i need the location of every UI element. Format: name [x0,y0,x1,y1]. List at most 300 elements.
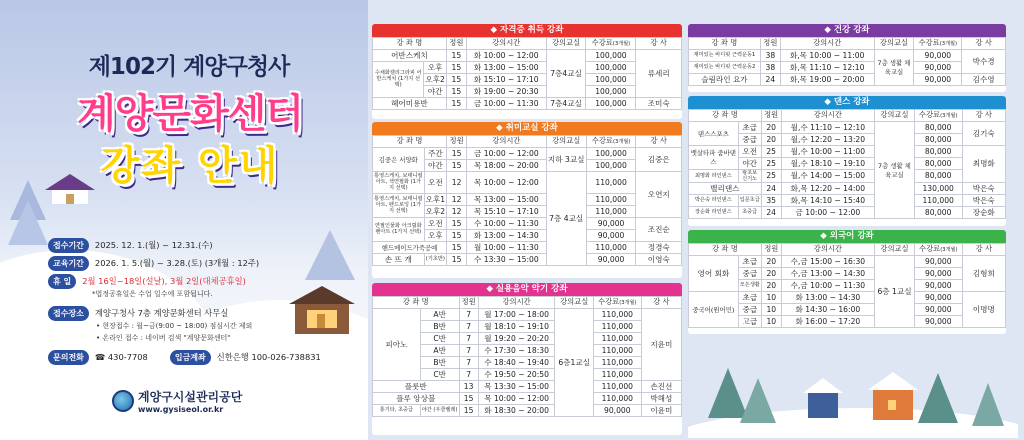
room: 지하 3교실 [546,147,586,171]
cap: 24 [761,182,781,194]
course-name: 피아노 [373,308,421,380]
cap: 15 [447,159,467,171]
phone-value: ☎ 430-7708 [94,352,148,362]
col-fee [593,297,641,309]
panel-lang [688,230,1006,334]
teacher: 이명명 [962,291,1005,327]
course-name: 플루 앙상블 [373,392,460,404]
fee: 80,000 [914,133,962,145]
fee: 90,000 [914,61,962,73]
cap: 20 [761,255,781,267]
time: 화 16:00 ~ 17:20 [781,315,874,327]
col-fee [914,244,962,256]
fee: 90,000 [914,291,962,303]
teacher: 류세리 [636,49,682,97]
fee: 80,000 [914,169,962,182]
title-line3: 강좌 안내 [100,143,280,189]
panel-dance [688,96,1006,226]
teacher: 오연지 [636,171,682,217]
table-row [373,217,682,229]
time: 수 17:30 ~ 18:30 [478,344,555,356]
panel-cert-title: ◆ 자격증 취득 강좌 [372,24,682,37]
panel-lang-title: ◆ 외국어 강좌 [688,230,1006,243]
time: 월,수 18:10 ~ 19:10 [781,157,874,169]
course-name: 통영스케치, 보태니컬 아트, 색연필화 (1가지 선택) [374,173,423,192]
teacher: 이영숙 [636,253,682,265]
session: 왕초보 신기노 [738,169,761,182]
reception-label: 접수기간 [48,238,89,253]
table-row [689,61,1006,73]
time: 화 15:10 ~ 17:10 [466,73,546,85]
cap: 20 [761,121,781,133]
time: 수,금 15:00 ~ 16:30 [781,255,874,267]
table-row [689,145,1006,157]
table-row [689,194,1006,206]
time: 화 14:30 ~ 16:00 [781,303,874,315]
session: 초급 [738,291,761,303]
session: 입문초급 [738,194,761,206]
fee: 110,000 [593,356,641,368]
course-name: 중국어(원어민) [689,291,739,327]
table-row [373,404,682,416]
fee-unit: (3개월) [939,41,958,48]
cap: 15 [447,217,467,229]
panel-music-title: ◆ 실용음악 악기 강좌 [372,283,682,296]
time: 월 18:10 ~ 19:10 [478,320,555,332]
time: 화 13:00 ~ 14:30 [781,291,874,303]
course-name: 연필인물화 아크릴화 펜아트 (1가지 선택) [373,217,425,241]
fee: 110,000 [593,308,641,320]
col-teacher: 강 사 [962,244,1005,256]
room: 7층4교실 [546,49,586,97]
cap: 10 [761,303,781,315]
course-name: 영어 회화 [689,255,739,291]
col-teacher: 강 사 [636,38,682,50]
table-row [373,392,682,404]
reception-period [48,238,213,253]
cap: 20 [761,133,781,145]
table-header [373,136,682,148]
fee: 90,000 [914,267,962,279]
title-line2: 계양문화센터 [77,91,303,137]
table-header [373,297,682,309]
poster-left [0,0,368,440]
col-room: 강의교실 [875,244,915,256]
fee: 110,000 [593,320,641,332]
fee-label: 수강료 [598,297,620,307]
fee: 100,000 [586,147,636,159]
room: 7층4교실 [546,97,586,109]
time: 수 18:40 ~ 19:40 [478,356,555,368]
course-name: 슬림라인 요가 [689,73,761,85]
teacher: 박은숙 [962,194,1005,206]
time: 수 19:50 ~ 20:50 [478,368,555,380]
panel-health-title: ◆ 건강 강좌 [688,24,1006,37]
education-value: 2026. 1. 5.(월) ~ 3.28.(토) (3개월 : 12주) [94,258,260,268]
fee: 80,000 [914,157,962,169]
session: 주간 [424,147,447,159]
col-teacher: 강 사 [962,38,1006,50]
table-header [689,38,1006,50]
time: 월 19:20 ~ 20:20 [478,332,555,344]
col-room: 강의교실 [546,38,586,50]
session: 야간 [424,159,447,171]
course-name: 뱃살타파 줌바댄스 [689,145,739,169]
session: 오전 [424,171,447,193]
session: 중급 [738,267,761,279]
cap: 10 [761,315,781,327]
cap: 25 [761,169,781,182]
winter-village-illustration [688,338,1018,438]
course-name: 재미있는 바디핏 근력운동2 [689,61,761,73]
teacher: 이윤미 [641,404,681,416]
cap: 15 [446,61,466,73]
teacher: 지윤미 [641,308,681,380]
fee-unit: (3개월) [940,247,958,254]
col-time: 강의시간 [780,38,874,50]
session: 오전 [738,145,761,157]
cap: 15 [446,73,466,85]
teacher: 손진선 [641,380,681,392]
fee: 110,000 [593,392,641,404]
session: B반 [420,356,459,368]
session: C반 [420,368,459,380]
col-course: 강 좌 명 [689,38,761,50]
time: 화 19:00 ~ 20:30 [466,85,546,97]
phone-label: 문의전화 [48,350,89,365]
cap: 15 [446,97,466,109]
course-name: 수채화캘리그라피 어반스케치 (1가지 선택) [373,61,424,97]
teacher: 최명화 [962,145,1005,182]
cap: 20 [761,267,781,279]
time: 목 15:10 ~ 17:10 [467,205,547,217]
time: 목 10:00 ~ 12:00 [478,392,555,404]
session: A반 [420,344,459,356]
session: 오전 [424,217,447,229]
time: 월 10:00 ~ 11:30 [467,241,547,253]
account-value: 신한은행 100-026-738831 [216,352,321,362]
session: 오후 [424,229,447,241]
time: 수 13:30 ~ 15:00 [467,253,547,265]
session: C반 [420,332,459,344]
holiday-note: *법정공휴일은 수업 일수에 포함됩니다. [92,290,213,298]
col-time: 강의시간 [467,136,547,148]
cap: 38 [760,49,780,61]
table-row [373,171,682,193]
fee-unit: (3개월) [612,139,631,146]
fee: 80,000 [914,121,962,133]
panel-health [688,24,1006,92]
fee: 100,000 [586,61,636,73]
cap: 15 [459,404,478,416]
time: 화 18:30 ~ 20:00 [478,404,555,416]
col-room: 강의교실 [875,110,915,122]
course-name: 댄스스포츠 [689,121,739,145]
col-fee [586,38,636,50]
teacher: 박해성 [641,392,681,404]
time: 월 17:00 ~ 18:00 [478,308,555,320]
fee: 110,000 [914,194,962,206]
session: 고급 [738,315,761,327]
table-hobby [372,135,682,266]
cap: 15 [447,229,467,241]
logo-name: 계양구시설관리공단 [138,390,243,404]
session: 초중급 [738,206,761,218]
session: 중급 [738,303,761,315]
col-cap: 정원 [459,297,478,309]
fee: 90,000 [593,404,641,416]
cabin-icon [287,284,357,336]
col-cap: 정원 [761,244,781,256]
col-fee [586,136,636,148]
table-header [373,38,682,50]
col-course: 강 좌 명 [373,136,447,148]
fee: 90,000 [914,73,962,85]
course-name: 박은숙 라인댄스 [689,194,739,206]
cap: 38 [760,61,780,73]
table-row [689,291,1006,303]
course-name: 최명화 라인댄스 [689,169,739,182]
cap: 15 [459,392,478,404]
place-label: 접수장소 [48,306,89,321]
col-time: 강의시간 [478,297,555,309]
teacher: 박은숙 [962,182,1005,194]
fee: 80,000 [914,145,962,157]
time: 화,목 11:10 ~ 12:10 [780,61,874,73]
col-teacher: 강 사 [641,297,681,309]
session: 오후2 [425,206,446,216]
table-header [689,110,1006,122]
col-course: 강 좌 명 [689,110,762,122]
table-row [689,169,1006,182]
session: 야간 [738,157,761,169]
session: 오후 [424,61,447,73]
fee: 110,000 [593,332,641,344]
fee: 80,000 [914,206,962,218]
col-room: 강의교실 [555,297,594,309]
cap: 7 [459,368,478,380]
col-cap: 정원 [760,38,780,50]
time: 금 10:00 ~ 12:00 [467,147,547,159]
cap: 25 [761,157,781,169]
table-row [689,182,1006,194]
cap: 12 [447,171,467,193]
col-teacher: 강 사 [962,110,1005,122]
education-label: 교육기간 [48,256,89,271]
cap: 12 [447,193,467,205]
col-time: 강의시간 [781,110,874,122]
fee: 130,000 [914,182,962,194]
table-cert [372,37,682,110]
time: 화 10:00 ~ 12:00 [466,49,546,61]
col-course: 강 좌 명 [373,297,460,309]
teacher: 김기숙 [962,121,1005,145]
col-cap: 정원 [446,38,466,50]
col-fee [914,110,962,122]
session: (기초반) [424,253,447,265]
col-course: 강 좌 명 [689,244,762,256]
table-music [372,296,682,417]
course-name: 헤어미용반 [373,97,447,109]
cap: 7 [459,308,478,320]
session: 오후1 [425,194,446,204]
col-room: 강의교실 [874,38,914,50]
time: 금 10:00 ~ 11:30 [466,97,546,109]
table-row [689,49,1006,61]
fee-label: 수강료 [918,110,941,120]
panel-dance-title: ◆ 댄스 강좌 [688,96,1006,109]
fee: 110,000 [593,380,641,392]
cap: 35 [761,194,781,206]
panel-music [372,283,682,435]
room: 6층 1교실 [875,255,915,327]
room: 6층1교실 [555,308,594,416]
room: 7층 생활 체육교실 [874,49,914,85]
time: 목 13:00 ~ 15:00 [467,193,547,205]
col-room: 강의교실 [546,136,586,148]
fee-label: 수강료 [918,38,940,48]
table-health [688,37,1006,86]
cap: 7 [459,356,478,368]
session: 오후2 [425,74,445,84]
fee: 100,000 [586,159,636,171]
session: 모든생활 [738,279,761,291]
time: 화,목 12:20 ~ 14:00 [781,182,874,194]
col-cap: 정원 [761,110,781,122]
time: 화,목 14:10 ~ 15:40 [781,194,874,206]
session: 초급 [738,121,761,133]
teacher: 김형희 [962,255,1005,291]
cap: 13 [459,380,478,392]
logo-mark-icon [112,390,134,412]
cap: 12 [447,205,467,217]
table-row [373,241,682,253]
col-time: 강의시간 [466,38,546,50]
fee: 90,000 [914,315,962,327]
col-fee [914,38,962,50]
teacher: 장순화 [962,206,1005,218]
table-dance [688,109,1006,219]
course-name: 재미있는 바디핏 근력운동1 [689,49,761,61]
course-name: 통영스케치, 보태니컬 아트, 펜드로잉 (1가지 선택) [373,193,425,217]
time: 월,수 11:10 ~ 12:10 [781,121,874,133]
time: 금 10:00 ~ 12:00 [781,206,874,218]
fee: 90,000 [586,253,636,265]
table-row [373,49,682,61]
time: 목 18:00 ~ 20:00 [467,159,547,171]
fee: 110,000 [586,241,636,253]
time: 월,수 14:00 ~ 15:00 [781,169,874,182]
time: 화 13:00 ~ 15:00 [466,61,546,73]
fee-unit: (3개월) [619,300,637,307]
cap: 7 [459,332,478,344]
table-row [373,61,682,73]
fee: 110,000 [586,193,636,205]
cap: 10 [761,291,781,303]
fee-label: 수강료 [919,244,941,254]
course-name: 손 뜨 개 [373,253,425,265]
cap: 15 [447,253,467,265]
panel-cert [372,24,682,119]
time: 목 13:30 ~ 15:00 [478,380,555,392]
fee: 90,000 [914,303,962,315]
cap: 15 [446,49,466,61]
holiday [48,274,246,289]
place-value: 계양구청사 7층 계양문화센터 사무실 [94,308,229,318]
col-teacher: 강 사 [636,136,682,148]
cap: 25 [761,145,781,157]
logo-url: www.gysiseol.or.kr [138,405,224,414]
holiday-label: 휴 일 [48,274,76,289]
teacher: 조미숙 [636,97,682,109]
table-row [373,97,682,109]
place-sub1: • 현장접수 : 월~금(9:00 ~ 18:00) 점심시간 제외 [96,322,253,330]
course-name: 장순화 라인댄스 [689,206,739,218]
course-name: 어반스케치 [373,49,447,61]
fee: 90,000 [914,279,962,291]
fee: 110,000 [586,205,636,217]
place-sub2: • 온라인 접수 : 네이버 검색 "계양문화센터" [96,334,231,342]
cap: 20 [761,279,781,291]
cap: 24 [761,206,781,218]
table-row [373,380,682,392]
col-cap: 정원 [447,136,467,148]
table-row [689,121,1006,133]
table-row [689,206,1006,218]
course-name: 김중은 서양화 [373,147,425,171]
pine-tree-icon [300,230,360,290]
fee: 100,000 [586,49,636,61]
time: 수,금 10:00 ~ 11:30 [781,279,874,291]
title-line1: 제102기 계양구청사 [88,54,290,80]
logo [112,384,242,418]
cap: 15 [447,147,467,159]
fee-unit: (3개월) [940,113,958,120]
table-row [373,253,682,265]
course-name: 핸드메이드가죽공예 [373,241,447,253]
time: 월,수 10:00 ~ 11:00 [781,145,874,157]
fee: 110,000 [586,171,636,193]
cap: 15 [446,85,466,97]
teacher: 김중은 [636,147,682,171]
teacher: 조진순 [636,217,682,241]
time: 화,목 10:00 ~ 11:00 [780,49,874,61]
session: 중급 [738,133,761,145]
session: 야간 (우쿨렐레) [420,404,459,416]
session: B반 [420,320,459,332]
time: 화,목 19:00 ~ 20:00 [780,73,874,85]
cap: 15 [447,241,467,253]
time: 월,수 12:20 ~ 13:20 [781,133,874,145]
cap: 7 [459,320,478,332]
time: 수,금 13:00 ~ 14:30 [781,267,874,279]
education-period [48,256,259,271]
room: 7층 생활 체육교실 [875,121,915,218]
course-name: 플룻반 [373,380,460,392]
cap: 24 [760,73,780,85]
time: 수 10:00 ~ 11:30 [467,217,547,229]
table-row [373,193,682,205]
panel-hobby [372,122,682,278]
reception-value: 2025. 12. 1.(월) ~ 12.31.(수) [94,240,213,250]
time: 목 10:00 ~ 12:00 [467,171,547,193]
fee: 110,000 [593,344,641,356]
session: A반 [420,308,459,320]
table-header [689,244,1006,256]
table-row [373,308,682,320]
panel-hobby-title: ◆ 취미교실 강좌 [372,122,682,135]
table-row [373,147,682,159]
